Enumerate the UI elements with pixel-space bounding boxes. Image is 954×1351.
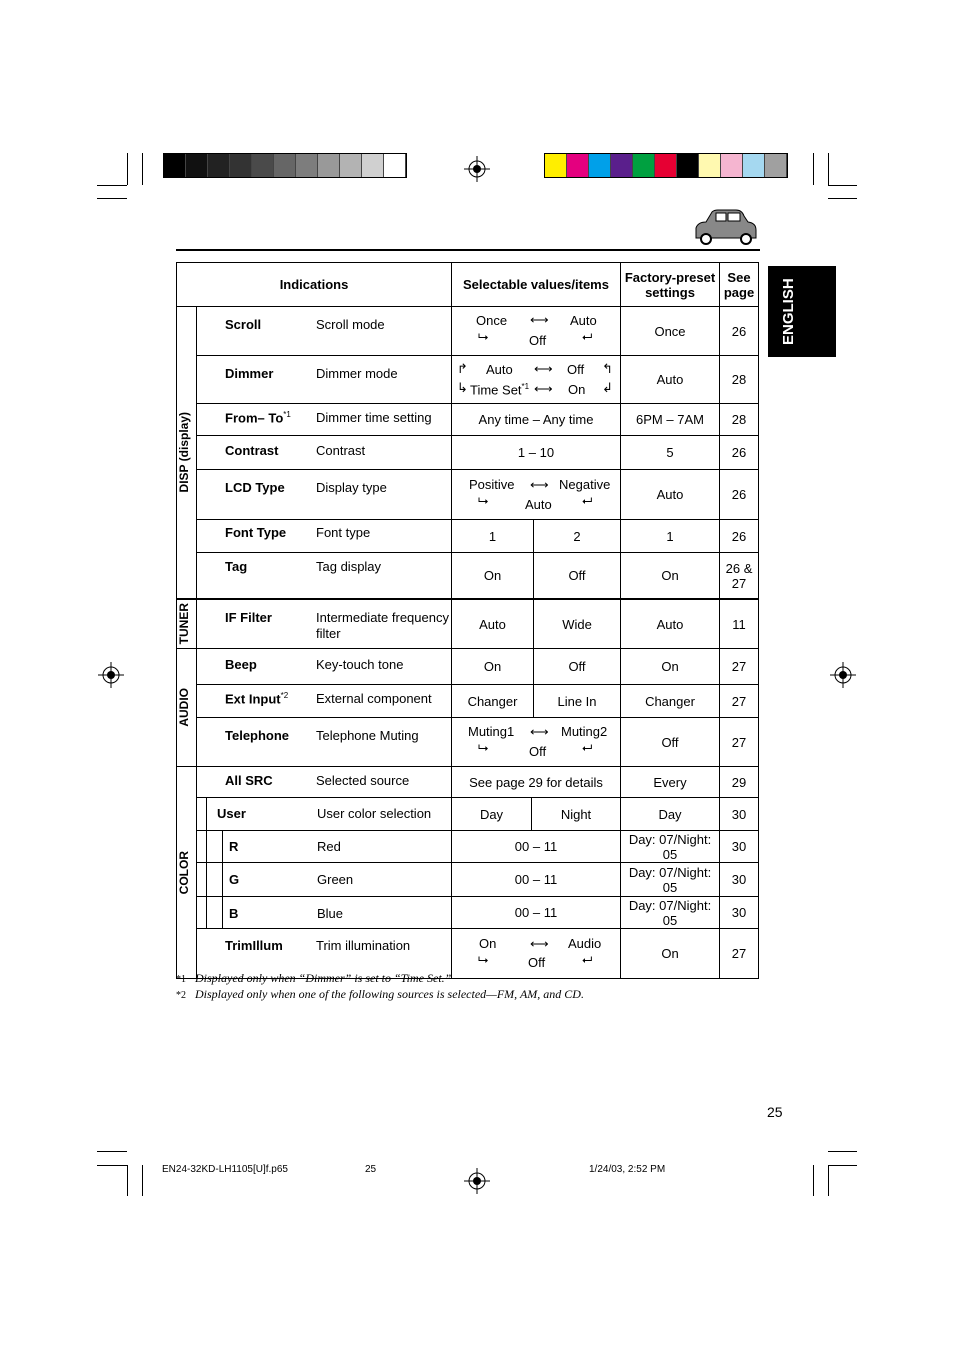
color-swatch — [230, 154, 252, 177]
footnote-text: Displayed only when one of the following sources is selected—FM, AM, and CD. — [195, 987, 584, 1001]
item-name-text: From– To — [225, 410, 284, 426]
value: Line In — [533, 685, 620, 717]
crop-mark — [828, 1151, 857, 1152]
color-swatch — [252, 154, 274, 177]
row-dimmer — [197, 356, 452, 404]
header-see-l2: page — [723, 284, 755, 300]
color-swatch — [633, 154, 655, 177]
item-desc: Trim illumination — [316, 938, 411, 953]
page-b: 30 — [720, 897, 759, 929]
value: Off — [528, 955, 546, 970]
footnote-ref: *1 — [521, 382, 530, 391]
header-rule — [176, 249, 760, 251]
bidirectional-arrow-icon: ⟷ — [530, 936, 549, 951]
item-desc: Contrast — [316, 443, 366, 458]
row-telephone — [197, 718, 452, 767]
row-lcd — [197, 470, 452, 520]
value: Off — [529, 744, 547, 759]
value: Off — [533, 649, 620, 684]
item-desc: Display type — [316, 480, 387, 495]
value: Off — [529, 333, 547, 348]
page-telephone: 27 — [720, 718, 759, 767]
item-desc: Dimmer time setting — [316, 410, 432, 425]
crop-mark — [127, 153, 128, 185]
color-swatch — [362, 154, 384, 177]
page-contrast: 26 — [720, 436, 759, 470]
values-user — [452, 798, 621, 831]
page-beep: 27 — [720, 649, 759, 685]
item-name: G — [229, 872, 240, 887]
registration-mark-icon — [464, 156, 490, 182]
crop-mark — [828, 198, 857, 199]
values-extinput — [452, 685, 621, 718]
crop-mark — [97, 1151, 127, 1152]
item-desc: Scroll mode — [316, 317, 385, 332]
item-name: R — [229, 839, 239, 854]
page-scroll: 26 — [720, 307, 759, 356]
color-swatch — [721, 154, 743, 177]
page-tag-l1: 26 & — [725, 560, 753, 576]
item-name: Scroll — [225, 317, 262, 332]
footnote-mark: *2 — [176, 990, 186, 1001]
row-g — [197, 863, 452, 897]
page-user: 30 — [720, 798, 759, 831]
values-scroll — [452, 307, 621, 356]
factory-font: 1 — [621, 520, 720, 553]
row-scroll — [197, 307, 452, 356]
crop-mark — [813, 1165, 814, 1196]
value: Audio — [568, 936, 602, 951]
row-font — [197, 520, 452, 553]
factory-allsrc: Every — [621, 767, 720, 798]
group-audio-label: AUDIO — [177, 688, 191, 727]
factory-b: Day: 07/Night: 05 — [621, 897, 720, 929]
color-swatch — [186, 154, 208, 177]
crop-mark — [828, 153, 829, 185]
page-tag — [720, 553, 759, 600]
page-lcd: 26 — [720, 470, 759, 520]
footer-date: 1/24/03, 2:52 PM — [589, 1164, 666, 1175]
row-r — [197, 831, 452, 863]
values-r: 00 – 11 — [452, 831, 621, 863]
value: Day — [479, 806, 504, 822]
footnote-text: Displayed only when “Dimmer” is set to “Time Set.” — [195, 971, 452, 985]
loop-bracket-icon: ↲ — [602, 380, 613, 395]
factory-contrast: 5 — [621, 436, 720, 470]
group-color-label: COLOR — [177, 850, 191, 895]
item-desc: User color selection — [317, 806, 432, 821]
group-tuner — [177, 599, 197, 649]
value: Auto — [486, 362, 513, 377]
color-swatch — [208, 154, 230, 177]
values-beep — [452, 649, 621, 685]
group-audio — [177, 649, 197, 767]
row-contrast — [197, 436, 452, 470]
row-allsrc — [197, 767, 452, 798]
value: On — [568, 382, 586, 397]
color-swatch — [384, 154, 406, 177]
item-name: Contrast — [225, 443, 279, 458]
item-name: TrimIllum — [225, 938, 283, 953]
page-extinput: 27 — [720, 685, 759, 718]
return-arrow-icon: ⮠ — [582, 952, 593, 967]
item-name: LCD Type — [225, 480, 285, 495]
page-font: 26 — [720, 520, 759, 553]
color-swatch — [340, 154, 362, 177]
bidirectional-arrow-icon: ⟷ — [534, 381, 553, 396]
value: On — [483, 568, 502, 583]
group-disp — [177, 307, 197, 600]
return-arrow-icon: ⮡ — [478, 493, 489, 508]
value: On — [479, 936, 497, 951]
row-extinput — [197, 685, 452, 718]
value: 1 — [488, 528, 497, 544]
item-name: Font Type — [225, 525, 287, 540]
item-desc: Key-touch tone — [316, 657, 404, 672]
return-arrow-icon: ⮠ — [582, 329, 593, 344]
row-fromto — [197, 404, 452, 436]
color-swatch — [589, 154, 611, 177]
value: 2 — [533, 520, 620, 552]
language-tab-label: ENGLISH — [780, 278, 797, 345]
value: Muting2 — [561, 724, 608, 739]
color-bar — [544, 153, 788, 178]
grayscale-bar — [163, 153, 407, 178]
color-swatch — [296, 154, 318, 177]
header-factory — [621, 263, 720, 307]
item-name: Telephone — [225, 728, 290, 743]
loop-bracket-icon: ↱ — [457, 361, 468, 376]
values-fromto: Any time – Any time — [452, 404, 621, 436]
footnote-2 — [176, 987, 584, 1002]
settings-table — [176, 262, 759, 979]
factory-iffilter: Auto — [621, 599, 720, 649]
item-name: Beep — [225, 657, 257, 672]
page-tag-l2: 27 — [731, 575, 747, 591]
header-selectable: Selectable values/items — [452, 263, 621, 307]
return-arrow-icon: ⮠ — [582, 493, 593, 508]
item-name: B — [229, 906, 239, 921]
item-desc: Tag display — [316, 559, 382, 574]
color-swatch — [611, 154, 633, 177]
registration-mark-icon — [98, 662, 124, 688]
item-desc-l1: Intermediate frequency — [316, 610, 449, 625]
loop-bracket-icon: ↳ — [457, 380, 468, 395]
page-dimmer: 28 — [720, 356, 759, 404]
crop-mark — [828, 1165, 857, 1166]
factory-user: Day — [621, 798, 720, 831]
footer-page: 25 — [365, 1164, 377, 1175]
values-b: 00 – 11 — [452, 897, 621, 929]
value: Auto — [525, 497, 552, 512]
values-font — [452, 520, 621, 553]
page-fromto: 28 — [720, 404, 759, 436]
item-name: Tag — [225, 559, 248, 574]
group-disp-label: DISP (display) — [177, 412, 191, 493]
value: On — [483, 659, 502, 674]
color-swatch — [677, 154, 699, 177]
item-name-text: Ext Input — [225, 691, 281, 707]
return-arrow-icon: ⮡ — [478, 329, 489, 344]
values-tag — [452, 553, 621, 600]
page-allsrc: 29 — [720, 767, 759, 798]
row-tag — [197, 553, 452, 600]
item-desc-l2: filter — [316, 626, 341, 641]
values-g: 00 – 11 — [452, 863, 621, 897]
crop-mark — [97, 1165, 127, 1166]
header-see-page — [720, 263, 759, 307]
item-desc: Blue — [317, 906, 344, 921]
value: Night — [531, 798, 620, 830]
item-name: User — [217, 806, 246, 821]
item-desc — [316, 610, 449, 642]
item-desc: Telephone Muting — [316, 728, 419, 743]
loop-bracket-icon: ↰ — [602, 361, 613, 376]
color-swatch — [567, 154, 589, 177]
group-tuner-label: TUNER — [177, 603, 191, 645]
registration-mark-icon — [464, 1168, 490, 1194]
crop-mark — [127, 1165, 128, 1196]
item-name: All SRC — [225, 773, 273, 788]
item-desc: Green — [317, 872, 354, 887]
value: Once — [476, 313, 508, 328]
group-color — [177, 767, 197, 979]
bidirectional-arrow-icon: ⟷ — [530, 312, 549, 327]
value: Auto — [479, 616, 506, 632]
page-g: 30 — [720, 863, 759, 897]
value: Positive — [469, 477, 515, 492]
crop-mark — [142, 1165, 143, 1196]
item-desc: Red — [317, 839, 341, 854]
values-lcd — [452, 470, 621, 520]
crop-mark — [828, 185, 857, 186]
item-desc: Selected source — [316, 773, 410, 788]
header-see-l1: See — [727, 269, 751, 285]
footnote-ref: *1 — [283, 410, 291, 419]
row-iffilter — [197, 599, 452, 649]
registration-mark-icon — [830, 662, 856, 688]
car-icon — [688, 208, 760, 248]
item-desc: Font type — [316, 525, 371, 540]
bidirectional-arrow-icon: ⟷ — [530, 477, 549, 492]
color-swatch — [545, 154, 567, 177]
values-contrast: 1 – 10 — [452, 436, 621, 470]
factory-extinput: Changer — [621, 685, 720, 718]
factory-lcd: Auto — [621, 470, 720, 520]
crop-mark — [828, 1165, 829, 1196]
values-allsrc: See page 29 for details — [452, 767, 621, 798]
page-trim: 27 — [720, 929, 759, 979]
item-name — [225, 410, 291, 425]
value: Negative — [559, 477, 611, 492]
row-beep — [197, 649, 452, 685]
color-swatch — [699, 154, 721, 177]
header-indications: Indications — [177, 263, 452, 307]
row-user — [197, 798, 452, 831]
header-factory-l2: settings — [645, 284, 695, 300]
factory-r: Day: 07/Night: 05 — [621, 831, 720, 863]
values-trim — [452, 929, 621, 979]
factory-telephone: Off — [621, 718, 720, 767]
crop-mark — [813, 153, 814, 185]
values-dimmer — [452, 356, 621, 404]
factory-dimmer: Auto — [621, 356, 720, 404]
values-iffilter — [452, 599, 621, 649]
value: Auto — [570, 313, 597, 328]
factory-scroll: Once — [621, 307, 720, 356]
factory-trim: On — [621, 929, 720, 979]
footnote-1 — [176, 971, 452, 986]
page-iffilter: 11 — [720, 599, 759, 649]
value: Off — [533, 553, 620, 598]
item-desc: Dimmer mode — [316, 366, 398, 381]
factory-fromto: 6PM – 7AM — [621, 404, 720, 436]
item-desc: External component — [316, 691, 432, 706]
crop-mark — [97, 185, 127, 186]
footer-file: EN24-32KD-LH1105[U]f.p65 — [162, 1164, 288, 1175]
footnote-mark: *1 — [176, 974, 186, 985]
value — [470, 382, 529, 397]
item-name — [225, 691, 288, 706]
footnote-ref: *2 — [280, 691, 289, 700]
row-b — [197, 897, 452, 929]
value-text: Time Set — [470, 382, 522, 398]
color-swatch — [274, 154, 296, 177]
value: Changer — [467, 693, 518, 709]
item-name: IF Filter — [225, 610, 272, 625]
color-swatch — [655, 154, 677, 177]
color-swatch — [743, 154, 765, 177]
return-arrow-icon: ⮠ — [582, 740, 593, 755]
item-name: Dimmer — [225, 366, 274, 381]
factory-tag: On — [621, 553, 720, 600]
return-arrow-icon: ⮡ — [478, 952, 489, 967]
factory-beep: On — [621, 649, 720, 685]
page-number: 25 — [767, 1104, 783, 1120]
color-swatch — [164, 154, 186, 177]
value: Off — [567, 362, 585, 377]
values-telephone — [452, 718, 621, 767]
factory-g: Day: 07/Night: 05 — [621, 863, 720, 897]
page-r: 30 — [720, 831, 759, 863]
color-swatch — [765, 154, 787, 177]
bidirectional-arrow-icon: ⟷ — [530, 724, 549, 739]
value: Muting1 — [468, 724, 515, 739]
crop-mark — [97, 198, 127, 199]
header-factory-l1: Factory-preset — [624, 269, 716, 285]
value: Wide — [533, 600, 620, 648]
return-arrow-icon: ⮡ — [478, 740, 489, 755]
color-swatch — [318, 154, 340, 177]
crop-mark — [142, 153, 143, 185]
bidirectional-arrow-icon: ⟷ — [534, 361, 553, 376]
